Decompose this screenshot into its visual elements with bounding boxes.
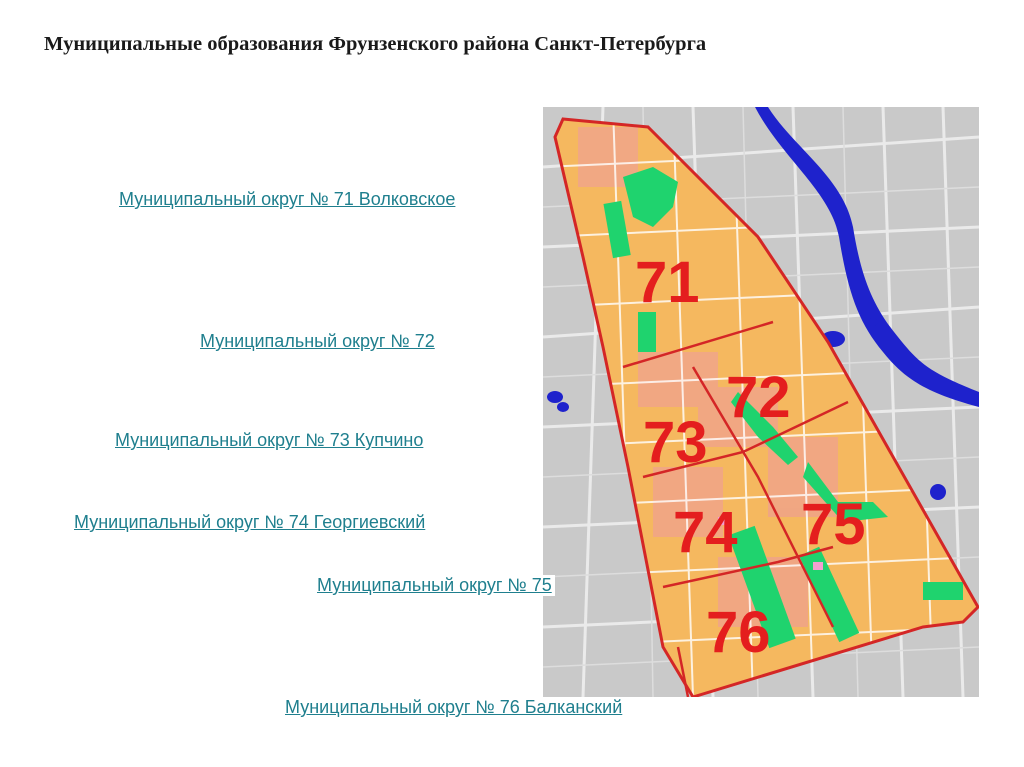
link-mo-71[interactable]: Муниципальный округ № 71 Волковское [116, 189, 458, 210]
district-number-76: 76 [706, 600, 771, 665]
link-mo-73[interactable]: Муниципальный округ № 73 Купчино [112, 430, 426, 451]
link-mo-75[interactable]: Муниципальный округ № 75 [314, 575, 555, 596]
district-number-72: 72 [726, 365, 791, 430]
district-number-71: 71 [635, 250, 700, 315]
district-number-75: 75 [801, 492, 866, 557]
district-number-74: 74 [673, 500, 738, 565]
page-title: Муниципальные образования Фрунзенского района Санкт-Петербурга [44, 33, 707, 55]
district-map [543, 107, 979, 697]
link-mo-72[interactable]: Муниципальный округ № 72 [197, 331, 438, 352]
link-mo-74[interactable]: Муниципальный округ № 74 Георгиевский [71, 512, 428, 533]
link-mo-76[interactable]: Муниципальный округ № 76 Балканский [282, 697, 625, 718]
district-number-73: 73 [643, 410, 708, 475]
